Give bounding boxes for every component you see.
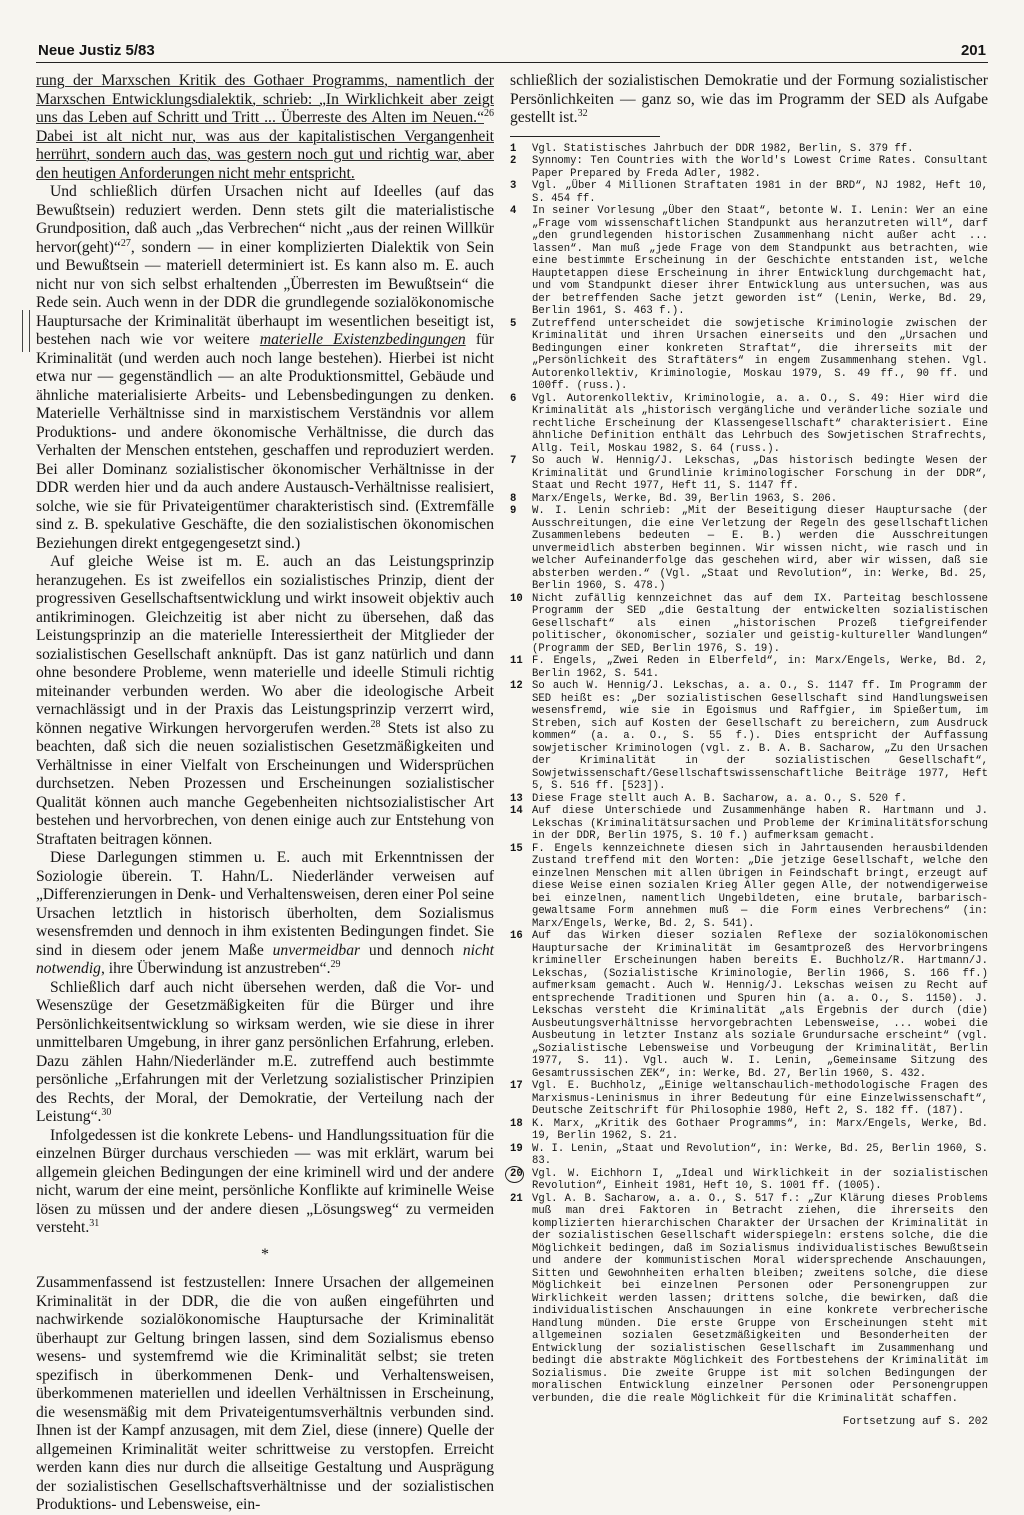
footnote-item (510, 205, 988, 318)
footnote-text: Vgl. A. B. Sacharow, a. a. O., S. 517 f.: „Zur Klärung dieses Problems muß man drei Faktoren in Betracht ziehen, die ihrerseits den komplizierten hierarchischen Charakter der Ursachen der Kriminalität in der sozialistischen Gesellschaft widerspiegeln: erstens solche, die die Möglichkeit bedingen, daß im Sozialismus individualistisches Bewußtsein und andere der kommunistischen Moral widersprechende Anschauungen, Sitten und Gewohnheiten erhalten bleiben; zweitens solche, die diese Möglichkeit bei einzelnen Personen oder Personengruppen zur Wirklichkeit werden lassen; drittens solche, die bewirken, daß die individualistischen Anschauungen in eine konkrete verbrecherische Handlung münden. Die erste Gruppe von Erscheinungen steht mit allgemeinen sozialen Gesetzmäßigkeiten und Besonderheiten der Entwicklung der sozialistischen Gesellschaft im Zusammenhang und bedingt die abstrakte Möglichkeit des Fortbestehens der Kriminalität im Sozialismus. Die zweite Gruppe ist mit solchen Bedingungen der moralischen Entwicklung einzelner Personen oder Personengruppen verbunden, die die reale Möglichkeit für die Kriminalität schaffen. (532, 1192, 988, 1405)
continuation-note: Fortsetzung auf S. 202 (842, 1416, 988, 1428)
footnote-text: In seiner Vorlesung „Über den Staat“, betonte W. I. Lenin: Wer an eine „Frage vom wissenschaftlichen Standpunkt aus heranzutreten will“, darf „den grundlegenden historischen Zusammenhang nicht außer acht ... lassen“. Man muß „jede Frage von dem Standpunkt aus betrachten, wie eine bestimmte Erscheinung in der Geschichte entstanden ist, welche Hauptetappen diese Erscheinung in ihrer Entwicklung durchgemacht hat, und vom Standpunkt dieser ihrer Entwicklung aus untersuchen, was aus der betreffenden Sache jetzt geworden ist“ (Lenin, Werke, Bd. 29, Berlin 1961, S. 463 f.). (532, 205, 988, 317)
paragraph-4: Diese Darlegungen stimmen u. E. auch mit Erkenntnissen der Soziologie überein. T. Hahn/L. Niederländer verweisen auf „Differenzierungen in Denk- und Verhaltensweisen, deren einer Pol seine Ursachen letztlich in historisch überholten, dem Sozialismus wesensfremden und dennoch in ihm existenten Bedingungen findet. Sie sind in diesem oder jenem Maße unvermeidbar und dennoch nicht notwendig, ihre Überwindung ist anzustreben“.$^{29}$ (36, 849, 494, 977)
page-number: 201 (960, 42, 986, 59)
footnote-text: Auf diese Unterschiede und Zusammenhänge haben R. Hartmann und J. Lekschas (Kriminalitätsursachen und Probleme der Kriminalitätsforschung in der DDR, Berlin 1975, S. 10 f.) aufmerksam gemacht. (532, 805, 988, 842)
footnote-item (510, 155, 988, 180)
paragraph-1: rung der Marxschen Kritik des Gothaer Programms, namentlich der Marxschen Entwicklungsdialektik, schrieb: „In Wirklichkeit aber zeigt uns das Leben auf Schritt und Tritt ... Überreste des Alten im Neuen.“$^{26}$ Dabei ist alt nicht nur, was aus der kapitalistischen Vergangenheit herrührt, sondern auch das, was gestern noch gut und richtig war, aber den heutigen Anforderungen nicht mehr entspricht. (36, 72, 494, 182)
footnote-text: Zutreffend unterscheidet die sowjetische Kriminologie zwischen der Kriminalität und ihren Ursachen einerseits und den „Ursachen und Bedingungen einer konkreten Straftat“, die ihrerseits mit der „Persönlichkeit des Straftäters“ in engem Zusammenhang stehen. Vgl. Autorenkollektiv, Kriminologie, Moskau 1979, S. 49 ff., 90 ff. und 100ff. (russ.). (532, 317, 988, 392)
footnote-number: 3 (510, 180, 517, 192)
footnote-number: 18 (510, 1117, 523, 1130)
footnote-text: F. Engels kennzeichnete diesen sich in Jahrtausenden herausbildenden Zustand treffend mit den Worten: „Die jetzige Gesellschaft, welche den einzelnen Menschen mit allen übrigen in Feindschaft bringt, erzeugt auf diese Weise einen sozialen Krieg Aller gegen Alle, der notwendigerweise bei einzelnen, namentlich Ungebildeten, eine brutale, barbarisch-gewaltsame Form annehmen muß — die Form eines Verbrechens“ (in: Marx/Engels, Werke, Bd. 2, S. 541). (532, 842, 988, 930)
footnote-item (510, 593, 988, 656)
footnote-divider (510, 136, 660, 137)
footnote-number: 5 (510, 317, 517, 330)
footnote-item (510, 143, 988, 156)
footnotes-list (510, 142, 988, 1405)
footnote-number: 16 (510, 930, 523, 942)
footnote-text: Nicht zufällig kennzeichnet das auf dem IX. Parteitag beschlossene Programm der SED „die Gestaltung der entwickelten sozialistischen Gesellschaft“ als einen „historischen Prozeß tiefgreifender politischer, ökonomischer, sozialer und geistig-kultureller Wandlungen“ (Programm der SED, Berlin 1976, S. 19). (532, 592, 988, 655)
footnote-number: 2 (510, 155, 517, 167)
footnote-item (510, 493, 988, 506)
footnote-number: 14 (510, 805, 523, 817)
footnote-number: 7 (510, 455, 517, 467)
right-column (510, 72, 988, 1432)
footnote-item (510, 805, 988, 843)
footnote-text: K. Marx, „Kritik des Gothaer Programms“, in: Marx/Engels, Werke, Bd. 19, Berlin 1962, S. 21. (532, 1117, 988, 1142)
footnote-text: W. I. Lenin schrieb: „Mit der Beseitigung dieser Hauptursache (der Ausschreitungen, die eine Verletzung der Regeln des gesellschaftlichen Zusammenlebens bedeuten — E. B.) werden die Ausschreitungen unvermeidlich absterben beginnen. Wir wissen nicht, wie rasch und in welcher Aufeinanderfolge das geschehen wird, aber wir wissen, daß sie absterben werden.“ (Vgl. „Staat und Revolution“, in: Werke, Bd. 25, Berlin 1960, S. 478.) (532, 505, 988, 592)
paragraph-2: Und schließlich dürfen Ursachen nicht auf Ideelles (auf das Bewußtsein) reduziert werden. Denn stets gilt die materialistische Grundposition, daß auch „das Verbrechen“ nicht „aus der reinen Willkür hervor(geht)“$^{27}$, sondern — in einer komplizierten Dialektik von Sein und Bewußtsein — materiell determiniert ist. Es kann also m. E. auch nicht nur von sich selbst erhaltenden „Überresten im Bewußtsein“ die Rede sein. Auch wenn in der DDR die grundlegende sozialökonomische Hauptursache der Kriminalität überhaupt im wesentlichen beseitigt ist, bestehen nach wie vor weitere materielle Existenzbedingungen für Kriminalität (und werden auch noch lange bestehen). Hierbei ist nicht etwa nur — gegenständlich — an alte Produktionsmittel, Gebäude und ähnliche materialisierte Arbeits- und Lebensbedingungen zu denken. Materielle Verhältnisse sind in marxistischem Verständnis vor allem Produktions- und andere ökonomische Verhältnisse, die durch das Verhalten der Menschen entstehen, geschaffen und reproduziert werden. Bei aller Dominanz sozialistischer ökonomischer Verhältnisse in der DDR werden hier und da auch andere Austausch-Verhältnisse realisiert, solche, wie sie für Privateigentümer charakteristisch sind. (Extremfälle sind z. B. spekulative Geschäfte, die den sozialistischen ökonomischen Beziehungen direkt entgegengesetzt sind.) (36, 183, 494, 552)
footnote-number: 10 (510, 592, 523, 605)
footnote-item (510, 655, 988, 680)
footnote-number: 6 (510, 392, 517, 405)
footnote-number: 21 (510, 1192, 523, 1205)
footnote-item (510, 793, 988, 806)
footnote-item (510, 180, 988, 205)
footnote-text: Vgl. E. Buchholz, „Einige weltanschaulich-methodologische Fragen des Marxismus-Leninismus in ihrer Bedeutung für eine Einzelwissenschaft“, Deutsche Zeitschrift für Philosophie 1980, Heft 2, S. 182 ff. (187). (532, 1080, 988, 1117)
footnote-number: 20 (510, 1168, 532, 1193)
footnote-text: Marx/Engels, Werke, Bd. 39, Berlin 1963, S. 206. (532, 492, 838, 505)
footnote-number: 4 (510, 205, 517, 217)
footnote-number: 1 (510, 142, 517, 155)
footnote-number: 9 (510, 505, 517, 517)
footnote-number: 19 (510, 1142, 523, 1155)
footnote-item (510, 1118, 988, 1143)
paragraph-5: Schließlich darf auch nicht übersehen werden, daß die Vor- und Wesenszüge der Gesetzmäßigkeiten für die Bürger und ihre Persönlichkeitsentwicklung so wirksam werden, wie sie diese in ihrer unmittelbaren Umgebung, in ihrer ganz persönlichen Erfahrung, erleben. Dazu zählen Hahn/Niederländer m.E. zutreffend auch bestimmte persönliche „Erfahrungen mit der Verletzung sozialistischer Prinzipien des Rechts, der Moral, der Demokratie, der Verteilung nach der Leistung“.$^{30}$ (36, 978, 494, 1125)
footnote-text: Diese Frage stellt auch A. B. Sacharow, a. a. O., S. 520 f. (532, 792, 908, 805)
paragraph-summary: Zusammenfassend ist festzustellen: Innere Ursachen der allgemeinen Kriminalität in der DDR, die die von außen eingeführten und nachwirkende sozialökonomische Hauptursache der Kriminalität überhaupt zur Geltung bringen lassen, sind dem Sozialismus ebenso wesens- und systemfremd wie die Kriminalität selbst; sie treten spezifisch in überkommenen Denk- und Verhaltensweisen, überkommenen materiellen und ideellen Verhältnissen in Erscheinung, die wesensmäßig mit dem Privateigentumsverhältnis verbunden sind. Ihnen ist der Kampf anzusagen, mit dem Ziel, diese (innere) Quelle der allgemeinen Kriminalität weiter schrittweise zu verstopfen. Erreicht werden kann dies nur durch die allseitige Gestaltung und Ausprägung der sozialistischen Gesellschaftsverhältnisse und der sozialistischen Produktions- und Lebensweise, ein- (36, 1274, 494, 1513)
footnote-number: 17 (510, 1080, 523, 1092)
page-header (36, 36, 988, 63)
section-separator-star: * (261, 1245, 269, 1263)
footnote-text: Synnomy: Ten Countries with the World's Lowest Crime Rates. Consultant Paper Prepared by Freda Adler, 1982. (532, 155, 988, 180)
footnote-text: F. Engels, „Zwei Reden in Elberfeld“, in: Marx/Engels, Werke, Bd. 2, Berlin 1962, S. 541. (532, 655, 988, 680)
journal-title: Neue Justiz 5/83 (38, 42, 155, 59)
left-column (36, 72, 494, 1513)
footnote-item (510, 393, 988, 456)
footnote-number: 12 (510, 680, 523, 692)
footnote-number: 13 (510, 792, 523, 805)
footnote-number: 15 (510, 842, 523, 855)
footnote-text: So auch W. Hennig/J. Lekschas, a. a. O., S. 1147 ff. Im Programm der SED heißt es: „Der sozialistischen Gesellschaft sind Handlungsweisen wesensfremd, wie sie in Egoismus und Raffgier, im Spießertum, im Streben, sich auf Kosten der Gesellschaft zu bereichern, zum Ausdruck kommen“ (a. a. O., S. 55 f.). Dies entspricht der Auffassung sowjetischer Kriminologen (vgl. z. B. A. B. Sacharow, „Zu den Ursachen der Kriminalität in der sozialistischen Gesellschaft“, Sowjetwissenschaft/Gesellschaftswissenschaftliche Beiträge 1977, Heft 5, S. 516 ff. [523]). (532, 680, 988, 792)
footnote-text: Vgl. Autorenkollektiv, Kriminologie, a. a. O., S. 49: Hier wird die Kriminalität als „historisch vergängliche und veränderliche soziale und rechtliche Erscheinung der Klassengesellschaft“ charakterisiert. Eine ähnliche Definition enthält das Lehrbuch des Sowjetischen Strafrechts, Allg. Teil, Moskau 1982, S. 64 (russ.). (532, 392, 988, 455)
footnote-text: So auch W. Hennig/J. Lekschas, „Das historisch bedingte Wesen der Kriminalität und Grundlinie kriminologischer Forschung in der DDR“, Staat und Recht 1977, Heft 11, S. 1147 ff. (532, 455, 988, 492)
footnote-text: Vgl. „Über 4 Millionen Straftaten 1981 in der BRD“, NJ 1982, Heft 10, S. 454 ff. (532, 180, 988, 205)
footnote-item (510, 455, 988, 493)
footnote-item (510, 1080, 988, 1118)
footnote-text: Vgl. Statistisches Jahrbuch der DDR 1982, Berlin, S. 379 ff. (532, 142, 914, 155)
footnote-item (510, 505, 988, 593)
footnote-item (510, 1193, 988, 1406)
footnote-text: Vgl. W. Eichhorn I, „Ideal und Wirklichkeit in der sozialistischen Revolution“, Einheit 1981, Heft 10, S. 1001 ff. (1005). (532, 1167, 988, 1192)
footnote-item (510, 1168, 988, 1193)
margin-annotation-mark (22, 310, 30, 352)
paragraph-3: Auf gleiche Weise ist m. E. auch an das Leistungsprinzip heranzugehen. Es ist zweifellos ein sozialistisches Prinzip, dient der progressiven Gesellschaftsentwicklung und wirkt insoweit objektiv auch antikriminogen. Gleichzeitig ist aber nicht zu übersehen, daß das Leistungsprinzip an die materielle Interessiertheit der Mitglieder der sozialistischen Gesellschaft anknüpft. Das ist ganz natürlich und dann ohne besondere Probleme, wenn materielle und ideelle Stimuli richtig miteinander verbunden werden. Wo aber die ideologische Arbeit vernachlässigt und in der Praxis das Leistungsprinzip verzerrt wird, können negative Wirkungen hervorgerufen werden.$^{28}$ Stets ist also zu beachten, daß sich die neuen sozialistischen Gesetzmäßigkeiten und Verhältnisse in einer Vielfalt von Erscheinungen und Widersprüchen durchsetzen. Neben Prozessen und Erscheinungen sozialistischer Qualität können auch manche Gegebenheiten nichtsozialistischer Art bestehen und hervorbrechen, von denen einige auch zur Entstehung von Straftaten beitragen können. (36, 553, 494, 848)
footnote-item (510, 680, 988, 793)
footnote-item (510, 843, 988, 931)
footnote-item (510, 930, 988, 1080)
footnote-item (510, 1143, 988, 1168)
footnote-item (510, 318, 988, 393)
footnote-number: 8 (510, 492, 517, 505)
paragraph-6: Infolgedessen ist die konkrete Lebens- und Handlungssituation für die einzelnen Bürger durchaus verschieden — was mit erklärt, warum bei allgemein gleichen Bedingungen der eine kriminell wird und der andere nicht, warum der eine meint, persönliche Konflikte auf kriminelle Weise lösen zu müssen und der andere diesen „Lösungsweg“ zu vermeiden versteht.$^{31}$ (36, 1126, 494, 1236)
footnote-text: W. I. Lenin, „Staat und Revolution“, in: Werke, Bd. 25, Berlin 1960, S. 83. (532, 1142, 988, 1167)
footnote-number: 11 (510, 655, 523, 667)
footnote-text: Auf das Wirken dieser sozialen Reflexe der sozialökonomischen Hauptursache der Kriminalität im Gesamtprozeß des Hervorbringens krimineller Erscheinungen haben bereits E. Buchholz/R. Hartmann/J. Lekschas, (Sozialistische Kriminologie, Berlin 1966, S. 166 ff.) aufmerksam gemacht. Auch W. Hennig/J. Lekschas weisen zu Recht auf entsprechende Traditionen und Spuren hin (a. a. O., S. 1150). J. Lekschas versteht die Kriminalität „als Ergebnis der durch (die) Ausbeutungsverhältnisse hervorgebrachten Lebensweise, ... wobei die Ausbeutung in letzter Instanz als soziale Grundursache erscheint“ (vgl. „Sozialistische Lebensweise und Vorbeugung der Kriminalität, Berlin 1977, S. 11). Vgl. auch W. I. Lenin, „Gemeinsame Sitzung des Gesamtrussischen ZEK“, in: Werke, Bd. 27, Berlin 1960, S. 432. (532, 930, 988, 1080)
right-column-intro: schließlich der sozialistischen Demokratie und der Formung sozialistischer Persönlichkeiten — ganz so, wie das im Programm der SED als Aufgabe gestellt ist.$^{32}$ (510, 72, 988, 126)
